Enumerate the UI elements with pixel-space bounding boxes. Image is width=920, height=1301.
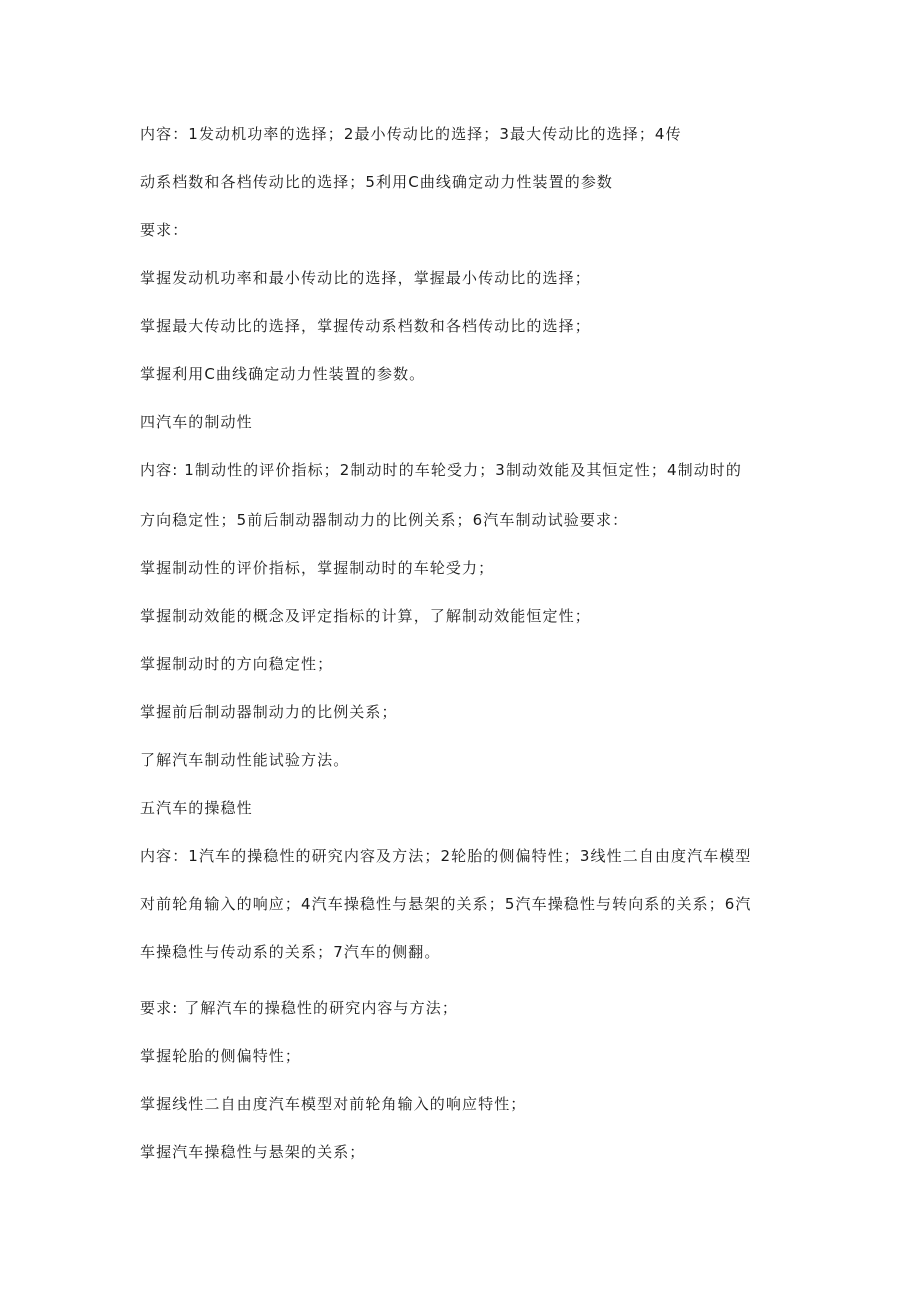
requirements-label: 要求： [140, 221, 189, 239]
handling-content-line-2: 对前轮角输入的响应；4汽车操稳性与悬架的关系；5汽车操稳性与转向系的关系；6汽 [140, 895, 752, 913]
braking-requirement-3: 掌握制动时的方向稳定性； [140, 655, 334, 673]
braking-requirement-4: 掌握前后制动器制动力的比例关系； [140, 703, 398, 721]
braking-requirement-1: 掌握制动性的评价指标，掌握制动时的车轮受力； [140, 559, 495, 577]
requirement-line-3: 掌握利用C曲线确定动力性装置的参数。 [140, 365, 426, 383]
braking-content-line-2: 方向稳定性；5前后制动器制动力的比例关系；6汽车制动试验要求： [140, 511, 629, 529]
handling-requirement-2: 掌握线性二自由度汽车模型对前轮角输入的响应特性； [140, 1095, 527, 1113]
handling-requirement-1: 掌握轮胎的侧偏特性； [140, 1047, 302, 1065]
handling-content-line-1: 内容：1汽车的操稳性的研究内容及方法；2轮胎的侧偏特性；3线性二自由度汽车模型 [140, 847, 752, 865]
braking-content-line-1: 内容: 1制动性的评价指标；2制动时的车轮受力；3制动效能及其恒定性；4制动时的 [140, 461, 742, 479]
handling-requirements-label: 要求: 了解汽车的操稳性的研究内容与方法； [140, 999, 458, 1017]
content-line-power-selection: 内容：1发动机功率的选择；2最小传动比的选择；3最大传动比的选择；4传 [140, 125, 682, 143]
requirement-line-1: 掌握发动机功率和最小传动比的选择，掌握最小传动比的选择； [140, 269, 591, 287]
content-line-gear-ratios: 动系档数和各档传动比的选择；5利用C曲线确定动力性装置的参数 [140, 173, 614, 191]
section-heading-braking: 四汽车的制动性 [140, 413, 253, 431]
braking-requirement-5: 了解汽车制动性能试验方法。 [140, 751, 350, 769]
handling-content-line-3: 车操稳性与传动系的关系；7汽车的侧翻。 [140, 943, 441, 961]
handling-requirement-3: 掌握汽车操稳性与悬架的关系； [140, 1143, 366, 1161]
section-heading-handling: 五汽车的操稳性 [140, 799, 253, 817]
braking-requirement-2: 掌握制动效能的概念及评定指标的计算，了解制动效能恒定性； [140, 607, 591, 625]
requirement-line-2: 掌握最大传动比的选择，掌握传动系档数和各档传动比的选择； [140, 317, 591, 335]
